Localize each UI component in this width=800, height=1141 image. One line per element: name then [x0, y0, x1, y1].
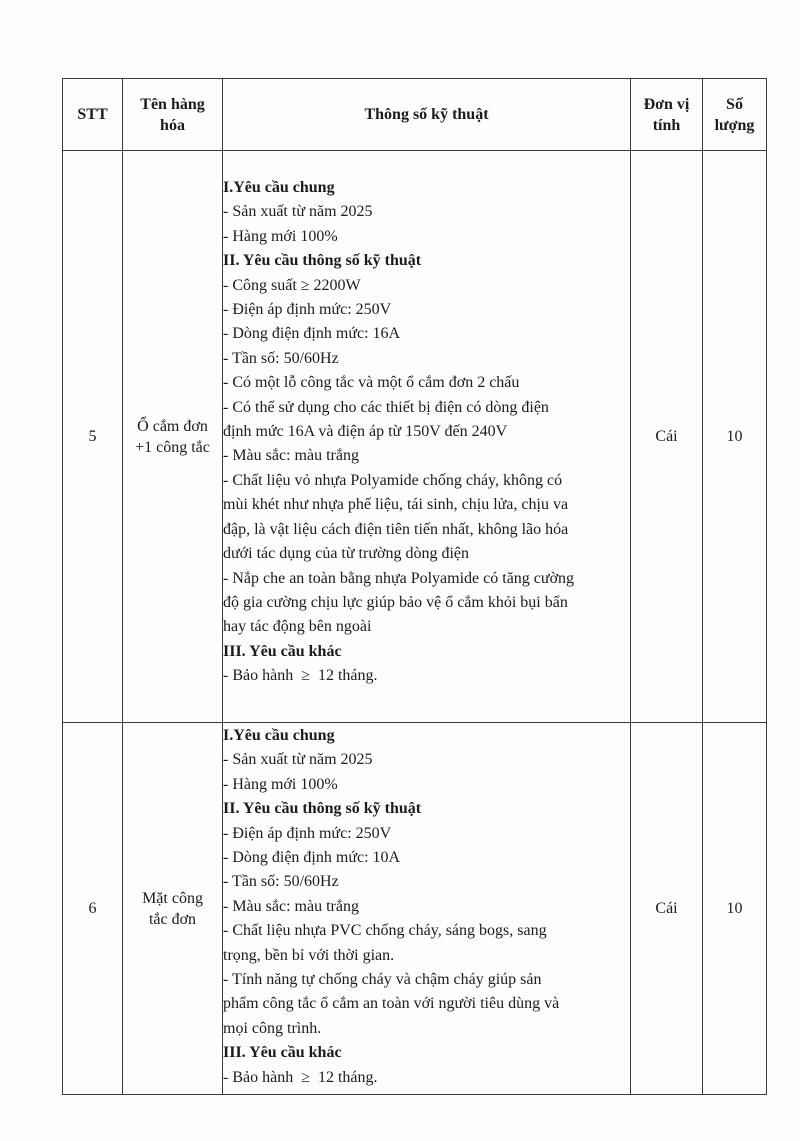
spec-line: - Công suất ≥ 2200W: [223, 276, 361, 294]
spec-line: định mức 16A và điện áp từ 150V đến 240V: [223, 423, 508, 441]
table-row: [63, 151, 767, 723]
header-item-name: Tên hàng hóa: [123, 79, 223, 151]
row-stt: 6: [63, 723, 123, 1095]
spec-line: - Màu sắc: màu trắng: [223, 447, 359, 465]
header-row: [63, 79, 767, 151]
header-quantity: Số lượng: [703, 79, 767, 151]
spec-line: - Bảo hành ≥ 12 tháng.: [223, 1068, 378, 1086]
header-stt: STT: [63, 79, 123, 151]
spec-line: - Bảo hành ≥ 12 tháng.: [223, 667, 378, 685]
spec-line: - Sản xuất từ năm 2025: [223, 751, 373, 769]
spec-line: mùi khét như nhựa phế liệu, tái sinh, chịu lửa, chịu va: [223, 496, 569, 514]
spec-line: - Dòng điện định mức: 10A: [223, 849, 401, 867]
spec-line: - Điện áp định mức: 250V: [223, 301, 392, 319]
spec-heading: III. Yêu cầu khác: [223, 642, 342, 660]
spec-line: hay tác động bên ngoài: [223, 618, 372, 636]
row-quantity: 10: [703, 723, 767, 1095]
spec-line: độ gia cường chịu lực giúp bảo vệ ổ cắm khỏi bụi bẩn: [223, 593, 568, 611]
spec-heading: II. Yêu cầu thông số kỹ thuật: [223, 252, 422, 270]
table-row: [63, 723, 767, 1095]
spec-line: - Tính năng tự chống cháy và chậm cháy giúp sản: [223, 971, 542, 989]
spec-heading: II. Yêu cầu thông số kỹ thuật: [223, 800, 422, 818]
row-stt: 5: [63, 151, 123, 723]
spec-line: trọng, bền bỉ với thời gian.: [223, 946, 395, 964]
row-quantity: 10: [703, 151, 767, 723]
header-specification: Thông số kỹ thuật: [223, 79, 631, 151]
specification-table: [62, 78, 767, 1095]
row-item-name: Ổ cắm đơn +1 công tắc: [123, 151, 223, 723]
spec-line: - Sản xuất từ năm 2025: [223, 203, 373, 221]
row-unit: Cái: [631, 723, 703, 1095]
spec-line: mọi công trình.: [223, 1019, 322, 1037]
spec-line: phẩm công tắc ổ cắm an toàn với người tiêu dùng và: [223, 995, 560, 1013]
spec-heading: I.Yêu cầu chung: [223, 727, 335, 744]
spec-line: - Tần số: 50/60Hz: [223, 873, 339, 891]
spec-line: - Chất liệu nhựa PVC chống cháy, sáng bogs, sang: [223, 922, 547, 940]
spec-line: - Chất liệu vỏ nhựa Polyamide chống cháy, không có: [223, 471, 563, 489]
row-specification: [223, 151, 631, 723]
spec-heading: I.Yêu cầu chung: [223, 179, 335, 196]
spec-line: - Dòng điện định mức: 16A: [223, 325, 401, 343]
spec-line: - Có thể sử dụng cho các thiết bị điện có dòng điện: [223, 398, 549, 416]
row-specification: [223, 723, 631, 1095]
header-unit: Đơn vị tính: [631, 79, 703, 151]
spec-line: - Màu sắc: màu trắng: [223, 897, 359, 915]
spec-line: dưới tác dụng của từ trường dòng điện: [223, 545, 469, 563]
row-unit: Cái: [631, 151, 703, 723]
spec-line: - Tần số: 50/60Hz: [223, 349, 339, 367]
spec-line: - Có một lỗ công tắc và một ổ cắm đơn 2 chấu: [223, 374, 520, 392]
spec-line: - Hàng mới 100%: [223, 775, 338, 793]
spec-line: - Nắp che an toàn bằng nhựa Polyamide có tăng cường: [223, 569, 575, 587]
spec-line: - Hàng mới 100%: [223, 227, 338, 245]
spec-line: - Điện áp định mức: 250V: [223, 824, 392, 842]
spec-heading: III. Yêu cầu khác: [223, 1044, 342, 1062]
row-item-name: Mặt công tắc đơn: [123, 723, 223, 1095]
spec-line: đập, là vật liệu cách điện tiên tiến nhất, không lão hóa: [223, 520, 569, 538]
